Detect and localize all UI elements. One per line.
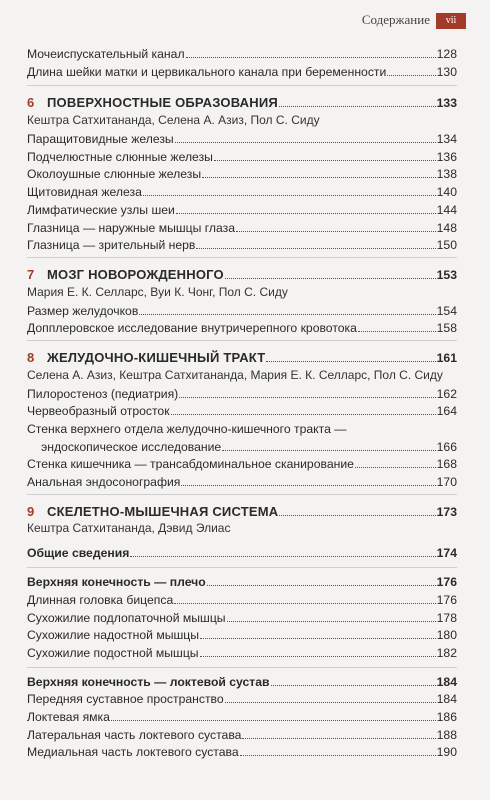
toc-entry-page: 150 [436,238,457,253]
subsection-page: 184 [436,674,457,689]
subsection-page: 176 [436,575,457,590]
leader-dots [266,360,435,362]
section-number: 9 [27,503,35,519]
toc-entry-title: Мочеиспускательный канал [27,47,185,61]
toc-section-7 [27,258,457,341]
toc-entry[interactable] [27,474,457,492]
leader-dots [222,449,435,451]
leader-dots [225,277,436,279]
toc-entry[interactable] [27,320,457,338]
toc-entry[interactable] [27,131,457,149]
leader-dots [200,637,436,639]
section-number: 8 [27,349,35,365]
toc-entry-line [27,421,457,439]
section-heading[interactable] [27,94,457,112]
subsection-heading[interactable] [27,674,457,692]
leader-dots [242,737,435,739]
subsection-title: Общие сведения [27,546,130,561]
toc-entry[interactable] [27,610,457,628]
toc-entry-title: Передняя суставное пространство [27,692,224,707]
toc-entry[interactable] [27,386,457,404]
leader-dots [176,212,436,214]
toc-continuation [27,46,457,86]
toc-entry-page: 190 [436,745,457,760]
leader-dots [214,159,436,161]
toc-entry[interactable] [27,727,457,745]
toc-entry[interactable] [27,303,457,321]
section-authors: Кештра Сатхитананда, Дэвид Элиас [27,521,231,536]
toc-entry[interactable] [27,691,457,709]
subsection-heading[interactable] [27,545,457,563]
toc-entry-page: 188 [436,727,457,742]
toc-entry-title: Сухожилие подостной мышцы [27,645,199,660]
leader-dots [143,194,436,196]
toc-entry-multiline[interactable] [27,421,457,456]
section-title: СКЕЛЕТНО-МЫШЕЧНАЯ СИСТЕМА [47,503,279,519]
toc-entry-title: Лимфатические узлы шеи [27,202,175,217]
section-title: МОЗГ НОВОРОЖДЕННОГО [47,266,224,282]
toc-entry-title-cont: эндоскопическое исследование [41,439,222,454]
leader-dots [139,313,435,315]
running-header-title: Содержание [361,12,430,27]
toc-entry-page: 136 [436,149,457,164]
leader-dots [186,56,436,58]
toc-entry-title: Локтевая ямка [27,709,110,724]
toc-entry-title: Допплеровское исследование внутричерепного кровотока [27,321,357,336]
toc-entry-page: 168 [436,457,457,472]
toc-entry-title: Длина шейки матки и цервикального канала при беременности [27,64,387,79]
toc-entry-title: Червеобразный отросток [27,404,170,419]
page-number-tab: vii [436,13,466,29]
toc-entry-title: Сухожилие подлопаточной мышцы [27,610,226,625]
toc-entry-title: Глазница — зрительный нерв [27,238,196,253]
toc-entry-page: 140 [436,185,457,200]
leader-dots [225,701,436,703]
section-authors: Селена А. Азиз, Кештра Сатхитананда, Мария Е. К. Селларс, Пол С. Сиду [27,367,443,382]
toc-entry-page: 154 [436,303,457,318]
toc-entry[interactable] [27,709,457,727]
toc-entry-page: 176 [436,592,457,607]
toc-entry-title: Длинная головка бицепса [27,592,174,607]
leader-dots [196,247,435,249]
toc-entry[interactable] [27,744,457,762]
leader-dots [236,230,436,232]
subsection-page: 174 [436,546,457,561]
toc-entry-title: Подчелюстные слюнные железы [27,149,213,164]
toc-entry-page: 144 [436,202,457,217]
toc-entry-page: 164 [436,404,457,419]
leader-dots [111,719,436,721]
section-page: 161 [436,350,457,365]
toc-entry-page: 182 [436,645,457,660]
subsection-title: Верхняя конечность — плечо [27,575,206,590]
toc-entry[interactable] [27,46,457,64]
toc-entry-title: Стенка кишечника — трансабдоминальное сканирование [27,457,354,472]
leader-dots [387,74,435,76]
section-number: 7 [27,266,35,282]
toc-entry-page: 180 [436,628,457,643]
toc-section-9 [27,495,457,764]
toc-entry-title: Латеральная часть локтевого сустава [27,727,242,742]
toc-entry[interactable] [27,64,457,82]
toc-entry-page: 166 [436,439,457,454]
toc-entry-page: 178 [436,610,457,625]
section-heading[interactable] [27,266,457,284]
leader-dots [171,413,436,415]
leader-dots [175,141,436,143]
toc-entry[interactable] [27,202,457,220]
subsection-elbow [27,667,457,762]
leader-dots [279,105,436,107]
toc-entry[interactable] [27,403,457,421]
toc-entry-title: Пилоростеноз (педиатрия) [27,386,179,401]
section-page: 153 [436,267,457,282]
section-number: 6 [27,95,35,111]
toc-entry-title: Размер желудочков [27,303,139,318]
toc-entry[interactable] [27,627,457,645]
toc-section-8 [27,341,457,495]
toc-entry-page: 184 [436,692,457,707]
leader-dots [271,684,436,686]
toc-entry-title: Глазница — наружные мышцы глаза [27,220,236,235]
toc-entry-line [27,439,457,457]
toc-entry[interactable] [27,237,457,255]
toc-entry-page: 186 [436,709,457,724]
toc-entry-title: Сухожилие надостной мышцы [27,628,199,643]
leader-dots [279,514,435,516]
leader-dots [355,466,436,468]
toc-entry[interactable] [27,220,457,238]
subsection-title: Верхняя конечность — локтевой сустав [27,674,270,689]
leader-dots [358,330,436,332]
section-page: 173 [436,504,457,519]
section-authors: Мария Е. К. Селларс, Вуи К. Чонг, Пол С. Сиду [27,284,288,299]
section-title: ЖЕЛУДОЧНО-КИШЕЧНЫЙ ТРАКТ [47,349,266,365]
toc-section-6 [27,86,457,258]
leader-dots [207,584,436,586]
leader-dots [181,484,435,486]
leader-dots [240,754,436,756]
toc-entry-page: 148 [436,220,457,235]
section-page: 133 [436,96,457,111]
leader-dots [200,655,436,657]
toc-entry-page: 162 [436,386,457,401]
toc-entry-page: 134 [436,132,457,147]
toc-entry-title: Околоушные слюнные железы [27,167,202,182]
section-heading[interactable] [27,349,457,367]
toc-entry-page: 128 [436,47,457,61]
page-header [0,12,490,30]
leader-dots [227,620,436,622]
toc-entry-page: 138 [436,167,457,182]
toc-entry-title: Медиальная часть локтевого сустава [27,745,239,760]
toc-entry[interactable] [27,456,457,474]
toc-entry-title: Щитовидная железа [27,185,142,200]
section-authors: Кештра Сатхитананда, Селена А. Азиз, Пол С. Сиду [27,113,320,128]
section-title: ПОВЕРХНОСТНЫЕ ОБРАЗОВАНИЯ [47,95,278,111]
toc-entry-title: Паращитовидные железы [27,132,174,147]
leader-dots [179,396,435,398]
toc-entry-page: 158 [436,321,457,336]
section-heading[interactable] [27,503,457,521]
subsection-heading[interactable] [27,574,457,592]
toc-entry-page: 170 [436,475,457,490]
toc-entry[interactable] [27,184,457,202]
toc-entry-page: 130 [436,64,457,79]
table-of-contents [27,46,457,764]
toc-entry[interactable] [27,149,457,167]
leader-dots [130,555,435,557]
toc-entry[interactable] [27,166,457,184]
subsection-general [27,539,457,563]
leader-dots [174,602,435,604]
subsection-shoulder [27,567,457,662]
toc-entry-title: Анальная эндосонография [27,475,181,490]
toc-entry[interactable] [27,645,457,663]
toc-entry[interactable] [27,592,457,610]
leader-dots [202,176,436,178]
toc-entry-title: Стенка верхнего отдела желудочно-кишечного тракта — [27,422,347,436]
